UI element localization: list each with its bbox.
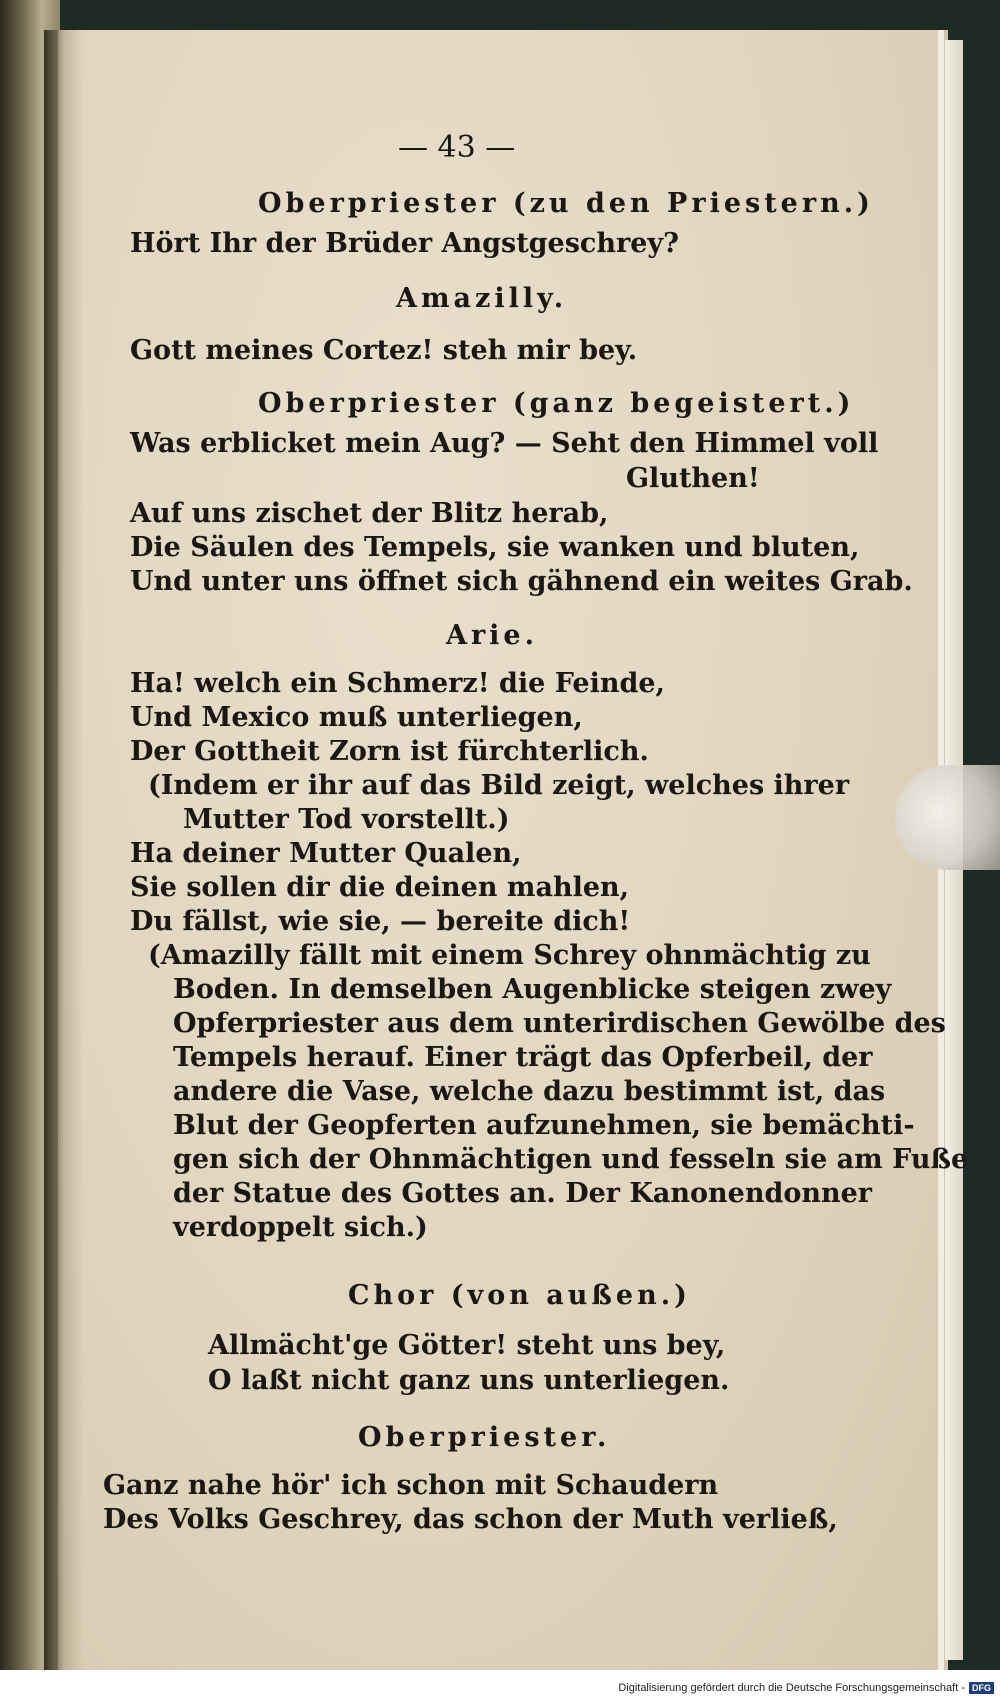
stage-direction: Opferpriester aus dem unterirdischen Gewölbe des bbox=[173, 1008, 946, 1039]
speaker-heading: Oberpriester. bbox=[358, 1422, 611, 1453]
stage-direction: der Statue des Gottes an. Der Kanonendonner bbox=[173, 1178, 873, 1209]
text-line: Hört Ihr der Brüder Angstgeschrey? bbox=[130, 228, 679, 259]
text-line: Ha! welch ein Schmerz! die Feinde, bbox=[130, 668, 665, 699]
speaker-heading: Chor (von außen.) bbox=[348, 1280, 691, 1311]
footer-credit-text: Digitalisierung gefördert durch die Deutsche Forschungsgemeinschaft - bbox=[618, 1682, 965, 1694]
text-line: O laßt nicht ganz uns unterliegen. bbox=[208, 1365, 730, 1396]
page-number: — 43 — bbox=[398, 130, 516, 165]
stage-direction: Mutter Tod vorstellt.) bbox=[183, 804, 510, 835]
text-line: Des Volks Geschrey, das schon der Muth verließ, bbox=[103, 1504, 838, 1535]
text-line: Du fällst, wie sie, — bereite dich! bbox=[130, 906, 631, 937]
stage-direction: (Amazilly fällt mit einem Schrey ohnmächtig zu bbox=[148, 940, 871, 971]
stage-direction: gen sich der Ohnmächtigen und fesseln sie am Fuße bbox=[173, 1144, 969, 1175]
footer-credit bbox=[618, 1682, 994, 1694]
speaker-heading: Amazilly. bbox=[396, 283, 568, 314]
text-line: Ha deiner Mutter Qualen, bbox=[130, 838, 522, 869]
text-line: Allmächt'ge Götter! steht uns bey, bbox=[208, 1330, 726, 1361]
text-line: Gluthen! bbox=[626, 463, 760, 494]
dfg-logo: DFG bbox=[969, 1682, 994, 1694]
text-line: Ganz nahe hör' ich schon mit Schaudern bbox=[103, 1470, 719, 1501]
stage-direction: andere die Vase, welche dazu bestimmt ist, das bbox=[173, 1076, 886, 1107]
text-line: Die Säulen des Tempels, sie wanken und bluten, bbox=[130, 532, 860, 563]
text-line: Gott meines Cortez! steh mir bey. bbox=[130, 335, 638, 366]
text-line: Der Gottheit Zorn ist fürchterlich. bbox=[130, 736, 649, 767]
page-text bbox=[58, 30, 969, 1670]
text-line: Und unter uns öffnet sich gähnend ein weites Grab. bbox=[130, 566, 913, 597]
stage-direction: Blut der Geopferten aufzunehmen, sie bemächti- bbox=[173, 1110, 915, 1141]
text-line: Sie sollen dir die deinen mahlen, bbox=[130, 872, 630, 903]
stage-direction: (Indem er ihr auf das Bild zeigt, welches ihrer bbox=[148, 770, 850, 801]
section-heading: Arie. bbox=[446, 620, 539, 651]
stage-direction: verdoppelt sich.) bbox=[173, 1212, 428, 1243]
text-line: Und Mexico muß unterliegen, bbox=[130, 702, 583, 733]
stage-direction: Tempels herauf. Einer trägt das Opferbeil, der bbox=[173, 1042, 873, 1073]
text-line: Was erblicket mein Aug? — Seht den Himmel voll bbox=[130, 428, 879, 459]
speaker-heading: Oberpriester (zu den Priestern.) bbox=[258, 188, 874, 219]
speaker-heading: Oberpriester (ganz begeistert.) bbox=[258, 388, 855, 419]
stage-direction: Boden. In demselben Augenblicke steigen zwey bbox=[173, 974, 892, 1005]
text-line: Auf uns zischet der Blitz herab, bbox=[130, 498, 609, 529]
